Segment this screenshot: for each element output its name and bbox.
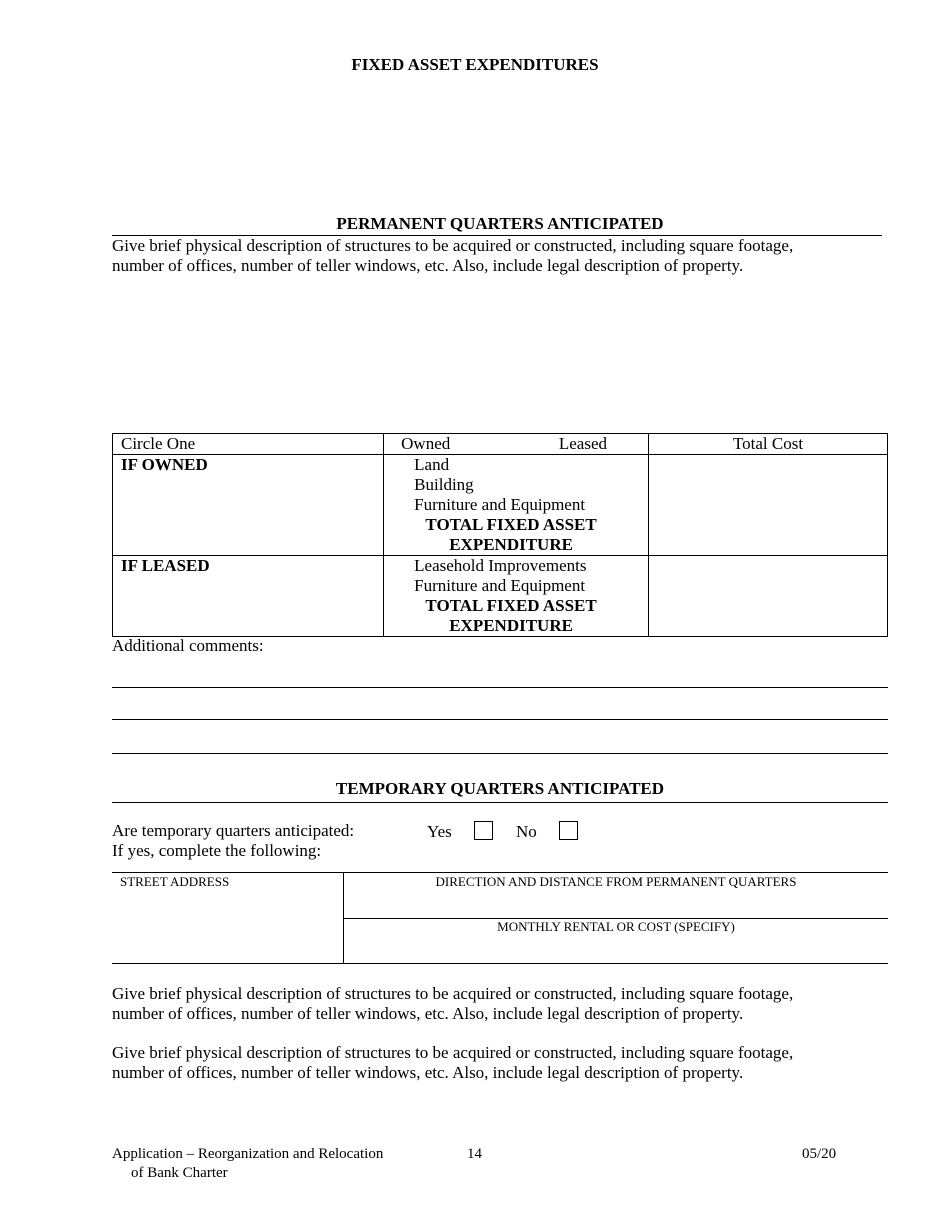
street-address-label: STREET ADDRESS (120, 874, 230, 889)
leased-option[interactable]: Leased (558, 434, 607, 453)
permanent-description-line2: number of offices, number of teller windows, etc. Also, include legal description of property. (112, 256, 744, 275)
owned-items (384, 455, 649, 556)
monthly-rental-label: MONTHLY RENTAL OR COST (SPECIFY) (497, 919, 735, 934)
leased-total-label-line1: TOTAL FIXED ASSET (425, 596, 597, 615)
direction-distance-field[interactable] (344, 873, 888, 919)
description-paragraph-2 (112, 984, 872, 1024)
total-cost-header: Total Cost (649, 434, 888, 455)
owned-item-furniture: Furniture and Equipment (414, 495, 586, 514)
yes-label: Yes (427, 822, 452, 841)
leased-total-cost-cell[interactable] (649, 556, 888, 637)
circle-one-label: Circle One (113, 434, 384, 455)
temporary-quarters-heading: TEMPORARY QUARTERS ANTICIPATED (335, 779, 665, 798)
fixed-asset-table (112, 433, 888, 637)
no-checkbox[interactable] (559, 821, 578, 840)
if-owned-label: IF OWNED (113, 455, 384, 556)
street-address-field[interactable] (112, 873, 344, 963)
footer-title-line2: of Bank Charter (131, 1165, 228, 1181)
leased-row (113, 556, 888, 637)
description-2-line1: Give brief physical description of structures to be acquired or constructed, including square footage, (112, 984, 794, 1003)
if-leased-label: IF LEASED (113, 556, 384, 637)
page-number: 14 (467, 1146, 482, 1162)
description-2-line2: number of offices, number of teller windows, etc. Also, include legal description of property. (112, 1004, 744, 1023)
direction-distance-label: DIRECTION AND DISTANCE FROM PERMANENT QUARTERS (435, 874, 797, 889)
monthly-rental-field[interactable] (344, 919, 888, 963)
temporary-heading-rule (112, 802, 888, 803)
leased-total-label-line2: EXPENDITURE (449, 616, 573, 635)
owned-item-building: Building (414, 475, 474, 494)
description-3-line2: number of offices, number of teller windows, etc. Also, include legal description of property. (112, 1063, 744, 1082)
table-header-row (113, 434, 888, 455)
page-title: FIXED ASSET EXPENDITURES (351, 55, 599, 74)
additional-comments-label: Additional comments: (112, 636, 264, 655)
leased-items (384, 556, 649, 637)
yes-checkbox[interactable] (474, 821, 493, 840)
yes-option (427, 821, 493, 842)
permanent-description-line1: Give brief physical description of structures to be acquired or constructed, including square footage, (112, 236, 794, 255)
footer-application-title (112, 1145, 383, 1183)
permanent-description (112, 236, 872, 276)
no-option (516, 821, 578, 842)
owned-item-land: Land (414, 455, 450, 474)
no-label: No (516, 822, 537, 841)
owned-total-label-line2: EXPENDITURE (449, 535, 573, 554)
comment-line-1[interactable] (112, 687, 888, 688)
temporary-quarters-box (112, 872, 888, 964)
footer-title-line1: Application – Reorganization and Relocation (112, 1146, 384, 1162)
description-3-line1: Give brief physical description of structures to be acquired or constructed, including square footage, (112, 1043, 794, 1062)
revision-date: 05/20 (802, 1146, 837, 1162)
leased-item-furniture: Furniture and Equipment (414, 576, 586, 595)
owned-leased-choice (384, 434, 649, 455)
temporary-question: Are temporary quarters anticipated: (112, 821, 355, 840)
comment-line-3[interactable] (112, 753, 888, 754)
owned-option[interactable]: Owned (401, 434, 451, 453)
permanent-quarters-heading: PERMANENT QUARTERS ANTICIPATED (336, 214, 664, 233)
comment-line-2[interactable] (112, 719, 888, 720)
temporary-instruction: If yes, complete the following: (112, 841, 322, 860)
owned-total-label-line1: TOTAL FIXED ASSET (425, 515, 597, 534)
description-paragraph-3 (112, 1043, 872, 1083)
owned-row (113, 455, 888, 556)
leased-item-improvements: Leasehold Improvements (414, 556, 587, 575)
owned-total-cost-cell[interactable] (649, 455, 888, 556)
